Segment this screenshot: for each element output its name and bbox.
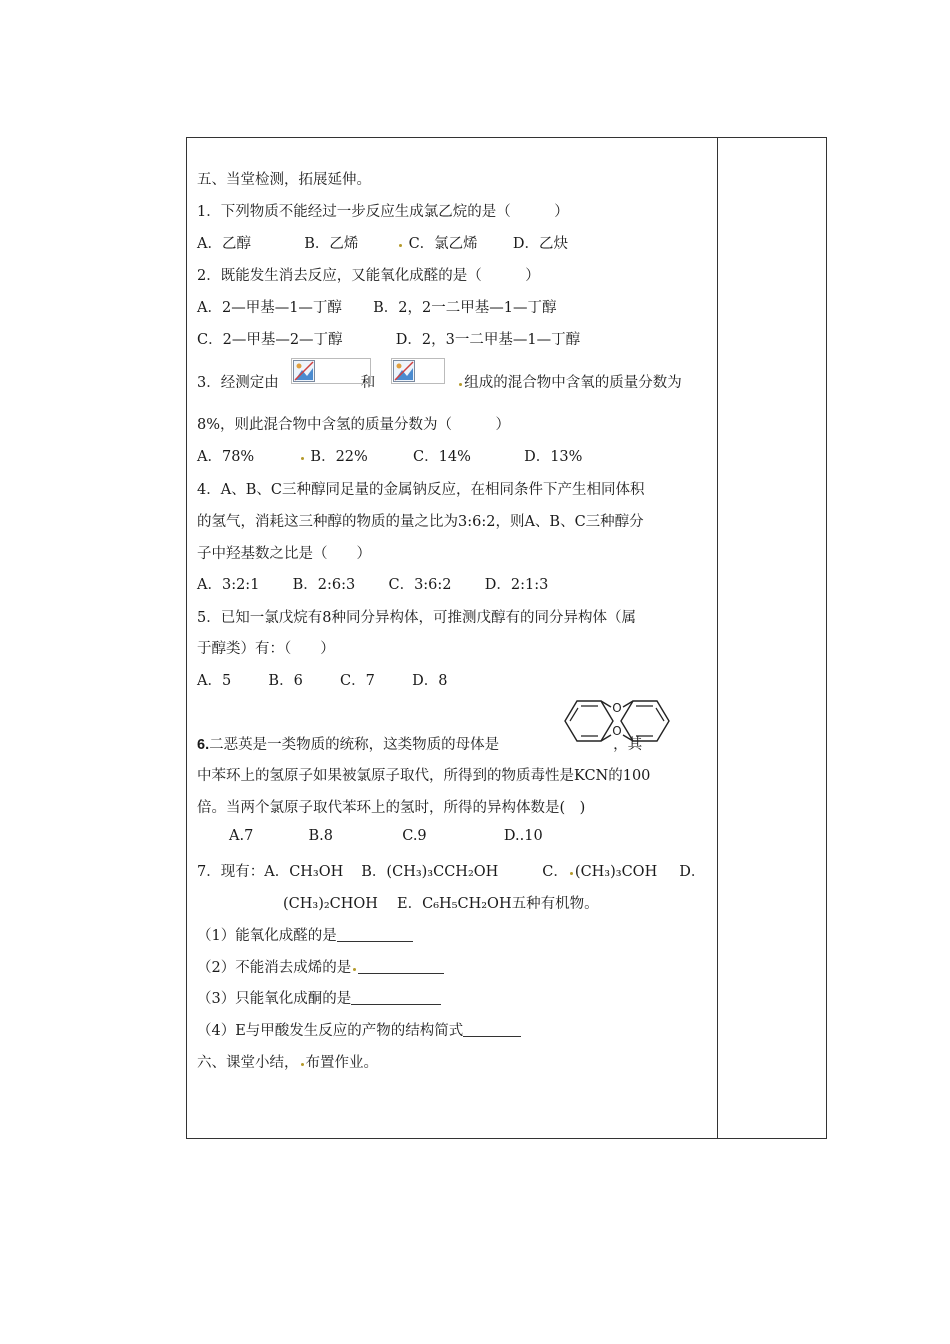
mark-dot <box>570 872 573 875</box>
q3-stem-part3: 组成的混合物中含氧的质量分数为 <box>464 375 682 391</box>
section6-part2: 布置作业。 <box>305 1055 378 1071</box>
q4-line2: 的氢气，消耗这三种醇的物质的量之比为3:6:2，则A、B、C三种醇分 <box>197 514 644 530</box>
q5-line2-text: 于醇类）有：（ ） <box>197 641 335 657</box>
section5-heading: 五、当堂检测，拓展延伸。 <box>197 172 371 188</box>
q7-sub2 <box>197 956 444 977</box>
q7-sub2-text: （2）不能消去成烯的是 <box>197 960 352 976</box>
q3-stem-part1: 3．经测定由 <box>197 375 279 391</box>
q3-option-d: D．13% <box>524 449 583 465</box>
formula-image-placeholder-1 <box>291 358 371 384</box>
table-column-divider <box>717 137 718 1139</box>
q6-options <box>229 828 543 844</box>
q7-compound-a: 7．现有：A．CH₃OH <box>197 864 344 880</box>
q2-option-b: B．2，2一二甲基—1—丁醇 <box>373 300 557 316</box>
q6-option-d: D..10 <box>503 828 543 844</box>
q5-option-c: C．7 <box>340 673 375 689</box>
answer-blank[interactable] <box>351 990 441 1005</box>
mark-dot <box>353 968 356 971</box>
q6-line1-text: 二恶英是一类物质的统称，这类物质的母体是 <box>209 737 500 753</box>
section6-heading <box>197 1051 378 1072</box>
broken-image-icon <box>393 360 415 382</box>
q5-option-d: D．8 <box>412 673 448 689</box>
q2-option-d: D．2，3一二甲基—1—丁醇 <box>395 332 581 348</box>
q6-line2: 中苯环上的氢原子如果被氯原子取代，所得到的物质毒性是KCN的100 <box>197 768 651 784</box>
q7-compound-c-label: C． <box>542 864 568 880</box>
q4-option-b: B．2:6:3 <box>292 577 356 593</box>
q7-sub4 <box>197 1019 521 1040</box>
q5-option-b: B．6 <box>268 673 303 689</box>
q6-option-c: C.9 <box>402 828 427 844</box>
oxygen-atom-label: O <box>612 724 622 738</box>
q7-sub3 <box>197 987 441 1008</box>
formula-image-placeholder-2 <box>391 358 445 384</box>
q6-line3: 倍。当两个氯原子取代苯环上的氢时，所得的异构体数是( ) <box>197 800 586 816</box>
q4-option-a: A．3:2:1 <box>197 577 260 593</box>
q7-sub4-text: （4）E与甲酸发生反应的产物的结构简式 <box>197 1023 464 1039</box>
q3-stem-line2: 8%，则此混合物中含氢的质量分数为（ ） <box>197 417 511 433</box>
q4-line1: 4．A、B、C三种醇同足量的金属钠反应，在相同条件下产生相同体积 <box>197 482 645 498</box>
q1-option-b: B．乙烯 <box>304 236 359 252</box>
q6-option-b: B.8 <box>308 828 334 844</box>
q3-stem-part2: 和 <box>360 375 376 391</box>
q4-options <box>197 573 548 594</box>
q7-compound-c: (CH₃)₃COH <box>574 864 658 880</box>
q1-option-c: C．氯乙烯 <box>408 236 478 252</box>
mark-dot <box>459 383 462 386</box>
q1-option-a: A．乙醇 <box>197 236 251 252</box>
q2-options-ab <box>197 296 556 317</box>
q7-compound-d-label: D． <box>679 864 706 880</box>
q5-line2 <box>197 637 335 658</box>
q5-options <box>197 669 447 690</box>
section6-part1: 六、课堂小结， <box>197 1055 299 1071</box>
q3-option-c: C．14% <box>413 449 471 465</box>
q6-option-a: A.7 <box>229 828 254 844</box>
q5-line1: 5．已知一氯戊烷有8种同分异构体，可推测戊醇有的同分异构体（属 <box>197 610 636 626</box>
q1-stem: 1．下列物质不能经过一步反应生成氯乙烷的是（ ） <box>197 204 569 220</box>
q3-options <box>197 445 582 466</box>
q4-option-d: D．2:1:3 <box>484 577 549 593</box>
mark-dot <box>301 1063 304 1066</box>
q4-option-c: C．3:6:2 <box>388 577 452 593</box>
answer-blank[interactable] <box>463 1022 521 1037</box>
oxygen-atom-label: O <box>612 701 622 715</box>
q2-option-c: C．2—甲基—2—丁醇 <box>197 332 343 348</box>
q2-option-a: A．2—甲基—1—丁醇 <box>197 300 342 316</box>
q2-stem: 2．既能发生消去反应，又能氧化成醛的是（ ） <box>197 268 540 284</box>
q3-option-a: A．78% <box>197 449 255 465</box>
q6-number: 6. <box>197 737 210 753</box>
broken-image-icon <box>293 360 315 382</box>
q3-option-b: B．22% <box>310 449 368 465</box>
answer-blank[interactable] <box>358 959 444 974</box>
q6-line1-end: ，其 <box>613 737 643 753</box>
q4-line3: 子中羟基数之比是（ ） <box>197 546 371 562</box>
mark-dot <box>301 457 304 460</box>
q5-option-a: A．5 <box>197 673 232 689</box>
mark-dot <box>399 244 402 247</box>
q1-option-d: D．乙炔 <box>512 236 569 252</box>
q1-options <box>197 232 568 253</box>
q7-line1 <box>197 860 705 881</box>
answer-blank[interactable] <box>337 927 413 942</box>
q7-line2: (CH₃)₂CHOH E．C₆H₅CH₂OH五种有机物。 <box>283 896 599 912</box>
q7-sub1 <box>197 924 413 945</box>
q7-sub3-text: （3）只能氧化成酮的是 <box>197 991 352 1007</box>
q7-compound-b: B．(CH₃)₃CCH₂OH <box>361 864 499 880</box>
dibenzodioxin-structure <box>561 695 673 747</box>
q7-sub1-text: （1）能氧化成醛的是 <box>197 928 337 944</box>
q2-options-cd <box>197 328 580 349</box>
